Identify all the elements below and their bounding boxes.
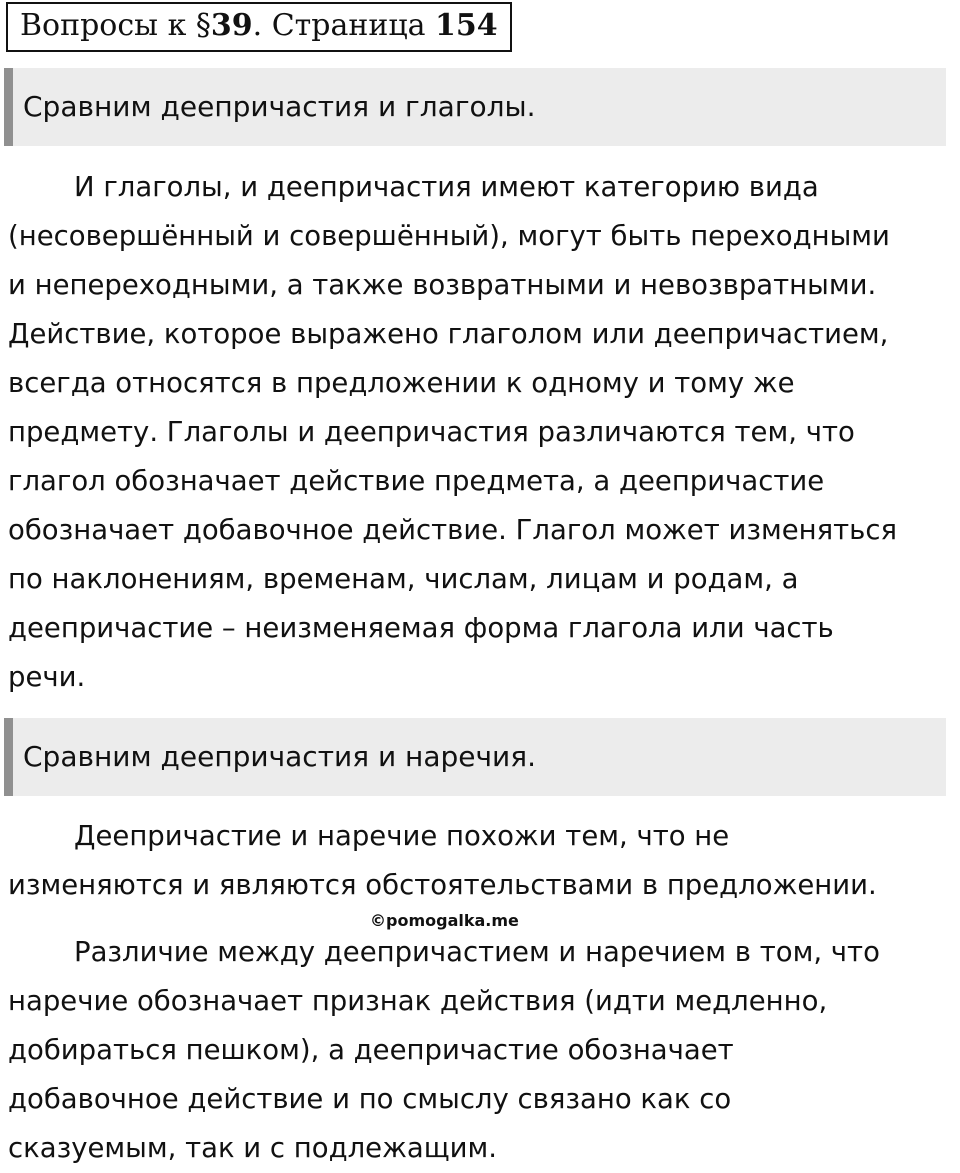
text-line: предмету. Глаголы и деепричастия различаются тем, что [8,416,855,448]
text-line: изменяются и являются обстоятельствами в предложении. [8,869,877,901]
text-line: Деепричастие и наречие похожи тем, что не [74,820,730,852]
text-line: обозначает добавочное действие. Глагол может изменяться [8,514,898,546]
page-number: 154 [435,8,498,43]
text-line: добираться пешком), а деепричастие обозначает [8,1034,734,1066]
text-line: добавочное действие и по смыслу связано как со [8,1083,732,1115]
watermark: ©pomogalka.me [370,911,519,930]
section-title-verbs: Сравним деепричастия и глаголы. [4,68,946,146]
header-middle: . Страница [252,8,436,43]
text-line: речи. [8,661,86,693]
text-line: (несовершённый и совершённый), могут быть переходными [8,220,890,252]
text-line: наречие обозначает признак действия (идти медленно, [8,985,828,1017]
section-adverbs-paragraph-1 [8,812,952,910]
header-prefix: Вопросы к § [20,8,211,43]
text-line: сказуемым, так и с подлежащим. [8,1132,497,1164]
text-line: всегда относятся в предложении к одному и тому же [8,367,795,399]
section-title-adverbs: Сравним деепричастия и наречия. [4,718,946,796]
text-line: глагол обозначает действие предмета, а деепричастие [8,465,825,497]
section-verbs-paragraph [8,163,952,702]
text-line: и непереходными, а также возвратными и невозвратными. [8,269,877,301]
text-line: по наклонениям, временам, числам, лицам и родам, а [8,563,799,595]
text-line: Различие между деепричастием и наречием в том, что [74,936,880,968]
section-adverbs-paragraph-2 [8,928,952,1173]
text-line: Действие, которое выражено глаголом или деепричастием, [8,318,889,350]
paragraph-number: 39 [210,8,253,43]
text-line: деепричастие – неизменяемая форма глагола или часть [8,612,834,644]
text-line: И глаголы, и деепричастия имеют категорию вида [74,171,819,203]
page-header [6,2,512,52]
